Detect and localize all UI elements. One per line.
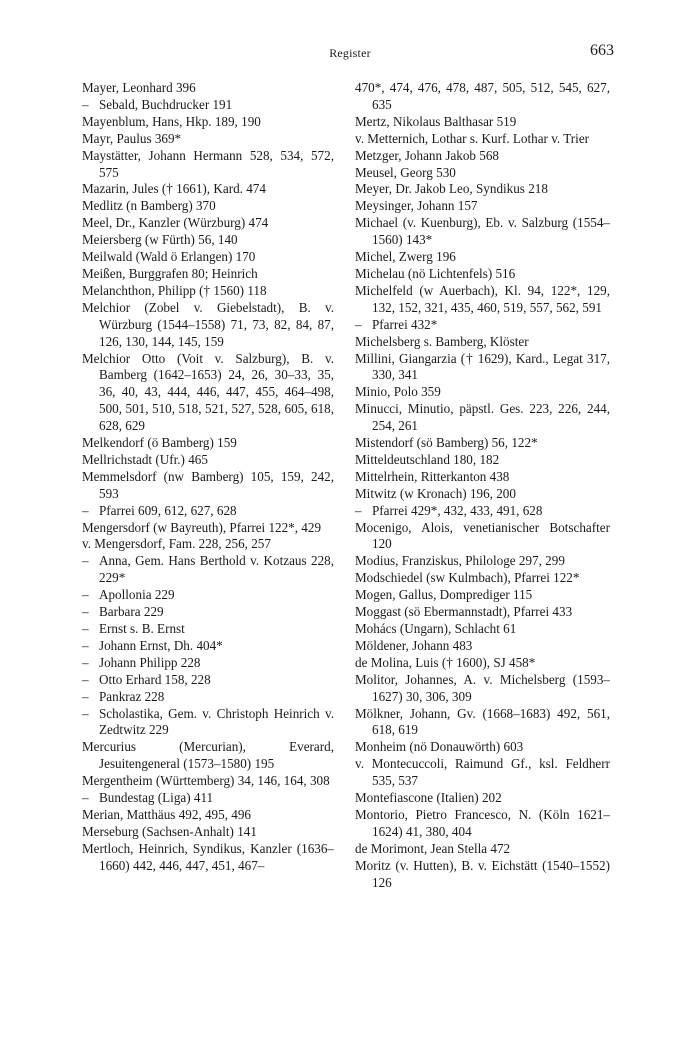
index-entry: Modschiedel (sw Kulmbach), Pfarrei 122* bbox=[355, 570, 580, 586]
index-subentry: – Bundestag (Liga) 411 bbox=[82, 790, 334, 807]
page-number: 663 bbox=[590, 42, 614, 59]
index-entry: Meyer, Dr. Jakob Leo, Syndikus 218 bbox=[355, 181, 548, 197]
index-entry: Meysinger, Johann 157 bbox=[355, 198, 478, 214]
index-entry: Meel, Dr., Kanzler (Würzburg) 474 bbox=[82, 215, 269, 231]
index-entry: Mellrichstadt (Ufr.) 465 bbox=[82, 451, 208, 467]
index-entry: Michelfeld (w Auerbach), Kl. 94, 122*, 129, 132, 152, 321, 435, 460, 519, 557, 562, 591 bbox=[355, 282, 610, 315]
index-subentry: – Anna, Gem. Hans Berthold v. Kotzaus 228, 229* bbox=[82, 553, 334, 587]
index-entry: Molitor, Johannes, A. v. Michelsberg (1593–1627) 30, 306, 309 bbox=[355, 671, 610, 704]
index-entry: Mittelrhein, Ritterkanton 438 bbox=[355, 468, 510, 484]
index-entry: Moggast (sö Ebermannstadt), Pfarrei 433 bbox=[355, 604, 573, 620]
index-subentry: – Sebald, Buchdrucker 191 bbox=[82, 97, 334, 114]
index-entry: Michelau (nö Lichtenfels) 516 bbox=[355, 265, 516, 281]
index-entry: Melchior Otto (Voit v. Salzburg), B. v. Bamberg (1642–1653) 24, 26, 30–33, 35, 36, 40, 43, 444, 446, 447, 455, 464–498, 500, 501, 510, 518, 521, 527, 528, 605, 618, 628, 629 bbox=[82, 350, 334, 434]
index-subentry: – Pfarrei 609, 612, 627, 628 bbox=[82, 503, 334, 520]
index-subentry: – Barbara 229 bbox=[82, 604, 334, 621]
index-entry: Moritz (v. Hutten), B. v. Eichstätt (1540–1552) 126 bbox=[355, 857, 610, 890]
index-entry: Mitteldeutschland 180, 182 bbox=[355, 451, 500, 467]
index-entry: Montefiascone (Italien) 202 bbox=[355, 790, 502, 806]
index-entry: Mohács (Ungarn), Schlacht 61 bbox=[355, 621, 517, 636]
index-entry: Modius, Franziskus, Philologe 297, 299 bbox=[355, 553, 565, 569]
index-entry: Maystätter, Johann Hermann 528, 534, 572, 575 bbox=[82, 147, 334, 180]
index-entry: Minucci, Minutio, päpstl. Ges. 223, 226, 244, 254, 261 bbox=[355, 401, 610, 434]
index-entry: Meusel, Georg 530 bbox=[355, 164, 456, 180]
index-entry: Melkendorf (ö Bamberg) 159 bbox=[82, 435, 237, 451]
index-entry: de Morimont, Jean Stella 472 bbox=[355, 840, 511, 856]
index-entry: Mogen, Gallus, Domprediger 115 bbox=[355, 587, 533, 603]
index-subentry: – Otto Erhard 158, 228 bbox=[82, 672, 334, 689]
index-entry: v. Montecuccoli, Raimund Gf., ksl. Feldherr 535, 537 bbox=[355, 756, 610, 789]
index-subentry: – Pankraz 228 bbox=[82, 689, 334, 706]
index-entry: 470*, 474, 476, 478, 487, 505, 512, 545, 627, 635 bbox=[355, 80, 610, 112]
index-subentry: – Scholastika, Gem. v. Christoph Heinrich v. Zedtwitz 229 bbox=[82, 706, 334, 740]
index-entry: Michel, Zwerg 196 bbox=[355, 249, 456, 265]
index-subentry: – Pfarrei 432* bbox=[355, 317, 610, 334]
index-entry: Melanchthon, Philipp († 1560) 118 bbox=[82, 282, 267, 298]
index-entry: Möldener, Johann 483 bbox=[355, 637, 473, 653]
index-subentry: – Johann Ernst, Dh. 404* bbox=[82, 638, 334, 655]
index-entry: Montorio, Pietro Francesco, N. (Köln 1621–1624) 41, 380, 404 bbox=[355, 806, 610, 839]
index-entry: Mitwitz (w Kronach) 196, 200 bbox=[355, 485, 516, 501]
index-entry: Metzger, Johann Jakob 568 bbox=[355, 147, 499, 163]
index-entry: Merian, Matthäus 492, 495, 496 bbox=[82, 806, 251, 822]
index-entry: v. Mengersdorf, Fam. 228, 256, 257 bbox=[82, 536, 271, 552]
index-entry: Mistendorf (sö Bamberg) 56, 122* bbox=[355, 435, 538, 451]
index-entry: Medlitz (n Bamberg) 370 bbox=[82, 198, 216, 214]
index-entry: de Molina, Luis († 1600), SJ 458* bbox=[355, 654, 536, 670]
index-entry: Mayr, Paulus 369* bbox=[82, 130, 182, 146]
index-subentry: – Apollonia 229 bbox=[82, 587, 334, 604]
index-entry: Mayer, Leonhard 396 bbox=[82, 80, 196, 95]
index-entry: Mergentheim (Württemberg) 34, 146, 164, 308 bbox=[82, 773, 330, 789]
index-column-left bbox=[82, 80, 334, 875]
index-entry: Mölkner, Johann, Gv. (1668–1683) 492, 561, 618, 619 bbox=[355, 705, 610, 738]
index-subentry: – Johann Philipp 228 bbox=[82, 655, 334, 672]
index-entry: Mertz, Nikolaus Balthasar 519 bbox=[355, 113, 517, 129]
index-entry: Michelsberg s. Bamberg, Klöster bbox=[355, 333, 529, 349]
index-entry: Mercurius (Mercurian), Everard, Jesuitengeneral (1573–1580) 195 bbox=[82, 739, 334, 772]
index-entry: Michael (v. Kuenburg), Eb. v. Salzburg (1554–1560) 143* bbox=[355, 215, 610, 248]
index-entry: Mertloch, Heinrich, Syndikus, Kanzler (1636–1660) 442, 446, 447, 451, 467– bbox=[82, 840, 334, 873]
index-entry: Mocenigo, Alois, venetianischer Botschafter 120 bbox=[355, 519, 610, 552]
page-header bbox=[0, 42, 700, 66]
index-entry: Minio, Polo 359 bbox=[355, 384, 441, 400]
index-entry: Monheim (nö Donauwörth) 603 bbox=[355, 739, 524, 755]
index-entry: Meilwald (Wald ö Erlangen) 170 bbox=[82, 249, 256, 265]
index-entry: Mazarin, Jules († 1661), Kard. 474 bbox=[82, 181, 266, 197]
index-entry: v. Metternich, Lothar s. Kurf. Lothar v. Trier bbox=[355, 130, 590, 146]
index-entry: Mengersdorf (w Bayreuth), Pfarrei 122*, 429 bbox=[82, 519, 322, 535]
index-entry: Mayenblum, Hans, Hkp. 189, 190 bbox=[82, 113, 261, 129]
index-subentry: – Ernst s. B. Ernst bbox=[82, 621, 334, 638]
index-entry: Memmelsdorf (nw Bamberg) 105, 159, 242, 593 bbox=[82, 468, 334, 501]
index-subentry: – Pfarrei 429*, 432, 433, 491, 628 bbox=[355, 503, 610, 520]
index-entry: Meiersberg (w Fürth) 56, 140 bbox=[82, 232, 238, 248]
index-entry: Merseburg (Sachsen-Anhalt) 141 bbox=[82, 823, 257, 839]
index-entry: Melchior (Zobel v. Giebelstadt), B. v. Würzburg (1544–1558) 71, 73, 82, 84, 87, 126, 130, 144, 145, 159 bbox=[82, 299, 334, 349]
running-head: Register bbox=[329, 46, 371, 60]
index-column-right bbox=[355, 80, 610, 892]
index-entry: Millini, Giangarzia († 1629), Kard., Legat 317, 330, 341 bbox=[355, 350, 610, 383]
index-entry: Meißen, Burggrafen 80; Heinrich bbox=[82, 265, 258, 281]
